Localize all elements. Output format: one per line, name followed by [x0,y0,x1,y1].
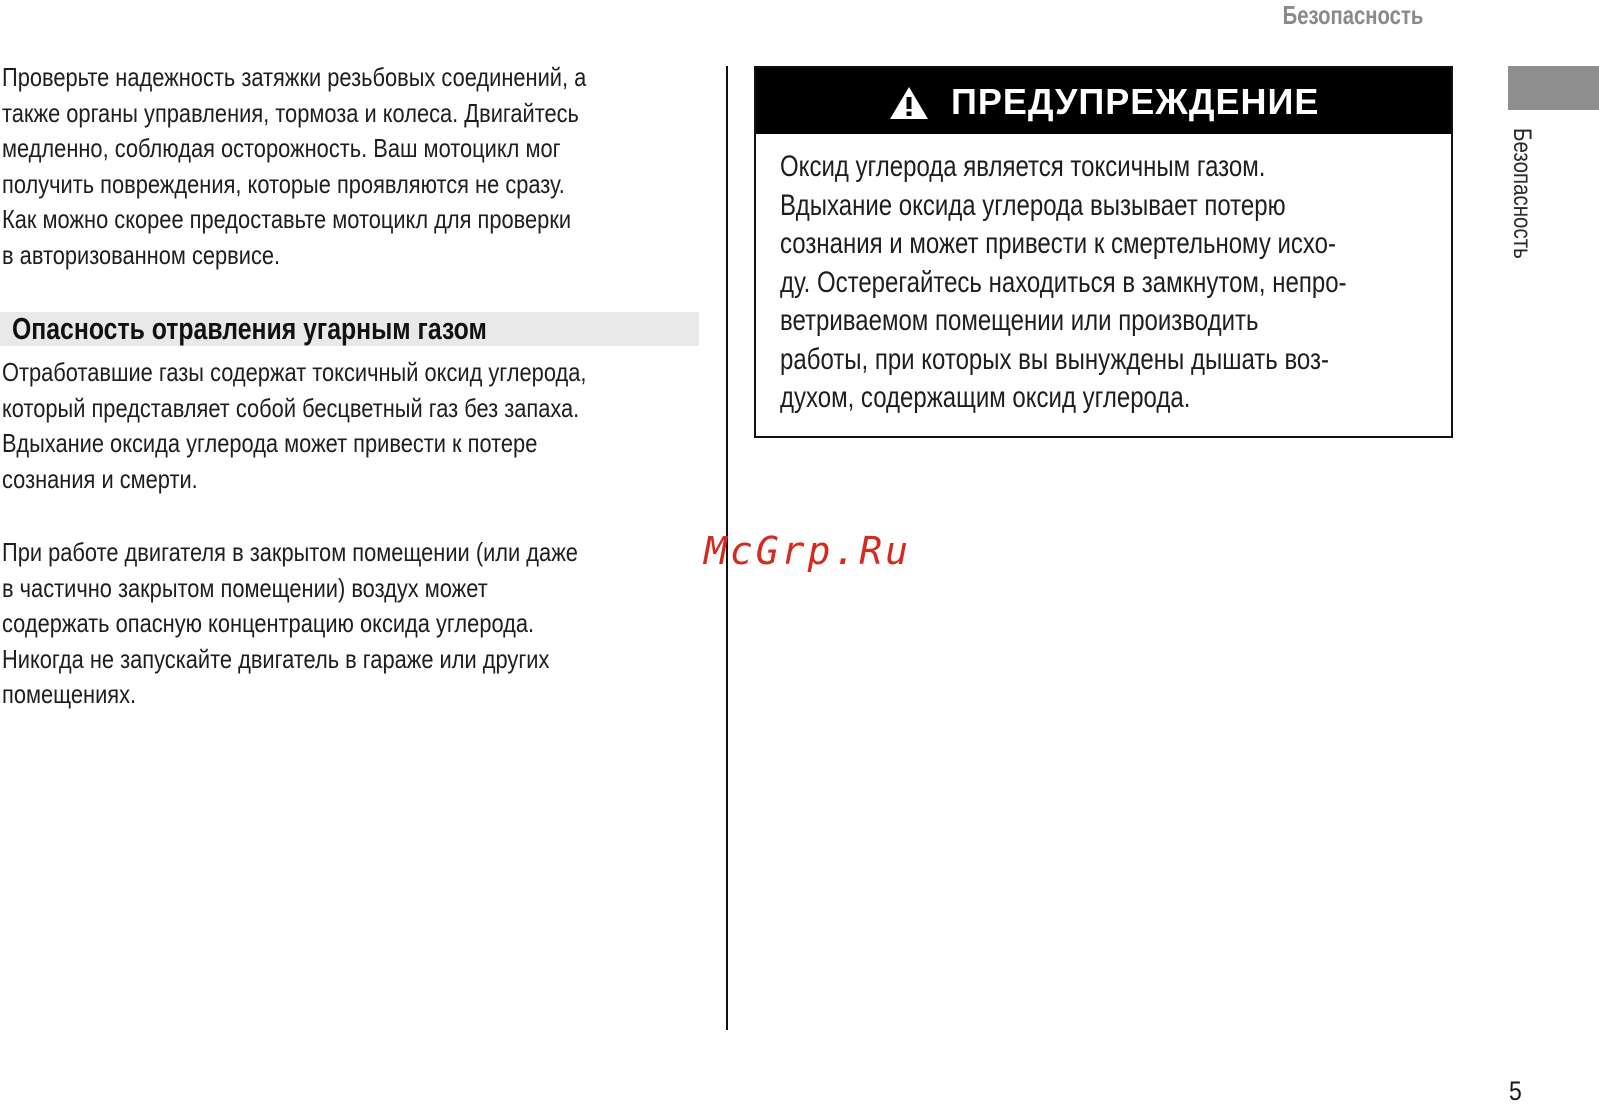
warning-line: ветриваемом помещении или производить [780,304,1259,337]
paragraph-line: помещениях. [2,679,137,709]
warning-header [756,68,1451,134]
intro-line: Проверьте надежность затяжки резьбовых соединений, а [2,62,587,92]
watermark: McGrp.Ru [704,529,912,573]
intro-line: получить повреждения, которые проявляются не сразу. [2,168,565,199]
paragraph-line: При работе двигателя в закрытом помещении (или даже [2,537,578,567]
section-paragraph-1 [2,355,586,497]
warning-line: работы, при которых вы вынуждены дышать воз- [780,342,1329,376]
paragraph-line: сознания и смерти. [2,463,198,494]
warning-triangle-icon [889,86,929,120]
warning-line: Оксид углерода является токсичным газом. [780,150,1266,183]
paragraph-line: Отработавшие газы содержат токсичный оксид углерода, [2,357,587,387]
paragraph-line: содержать опасную концентрацию оксида углерода. [2,608,535,638]
paragraph-line: Никогда не запускайте двигатель в гараже или других [2,643,550,674]
warning-line: Вдыхание оксида углерода вызывает потерю [780,188,1286,222]
paragraph-line: в частично закрытом помещении) воздух может [2,572,488,603]
intro-line: медленно, соблюдая осторожность. Ваш мотоцикл мог [2,133,561,163]
running-header-title: Безопасность [1282,0,1423,30]
intro-line: также органы управления, тормоза и колеса. Двигайтесь [2,97,579,128]
page-number: 5 [1509,1076,1522,1106]
intro-line: в авторизованном сервисе. [2,239,281,270]
warning-text [780,148,1347,418]
section-heading: Опасность отравления угарным газом [12,311,487,346]
warning-line: сознания и может привести к смертельному исхо- [780,227,1336,260]
section-paragraph-2 [2,535,578,713]
warning-line: ду. Остерегайтесь находиться в замкнутом, непро- [780,265,1347,299]
paragraph-line: который представляет собой бесцветный газ без запаха. [2,392,580,423]
chapter-tab-marker [1508,66,1599,110]
paragraph-line: Вдыхание оксида углерода может привести к потере [2,428,538,458]
warning-box [754,66,1453,438]
intro-paragraph [2,60,586,273]
chapter-side-label: Безопасность [1508,128,1536,259]
warning-line: духом, содержащим оксид углерода. [780,381,1191,414]
intro-line: Как можно скорее предоставьте мотоцикл для проверки [2,204,572,234]
warning-title: ПРЕДУПРЕЖДЕНИЕ [951,81,1320,122]
